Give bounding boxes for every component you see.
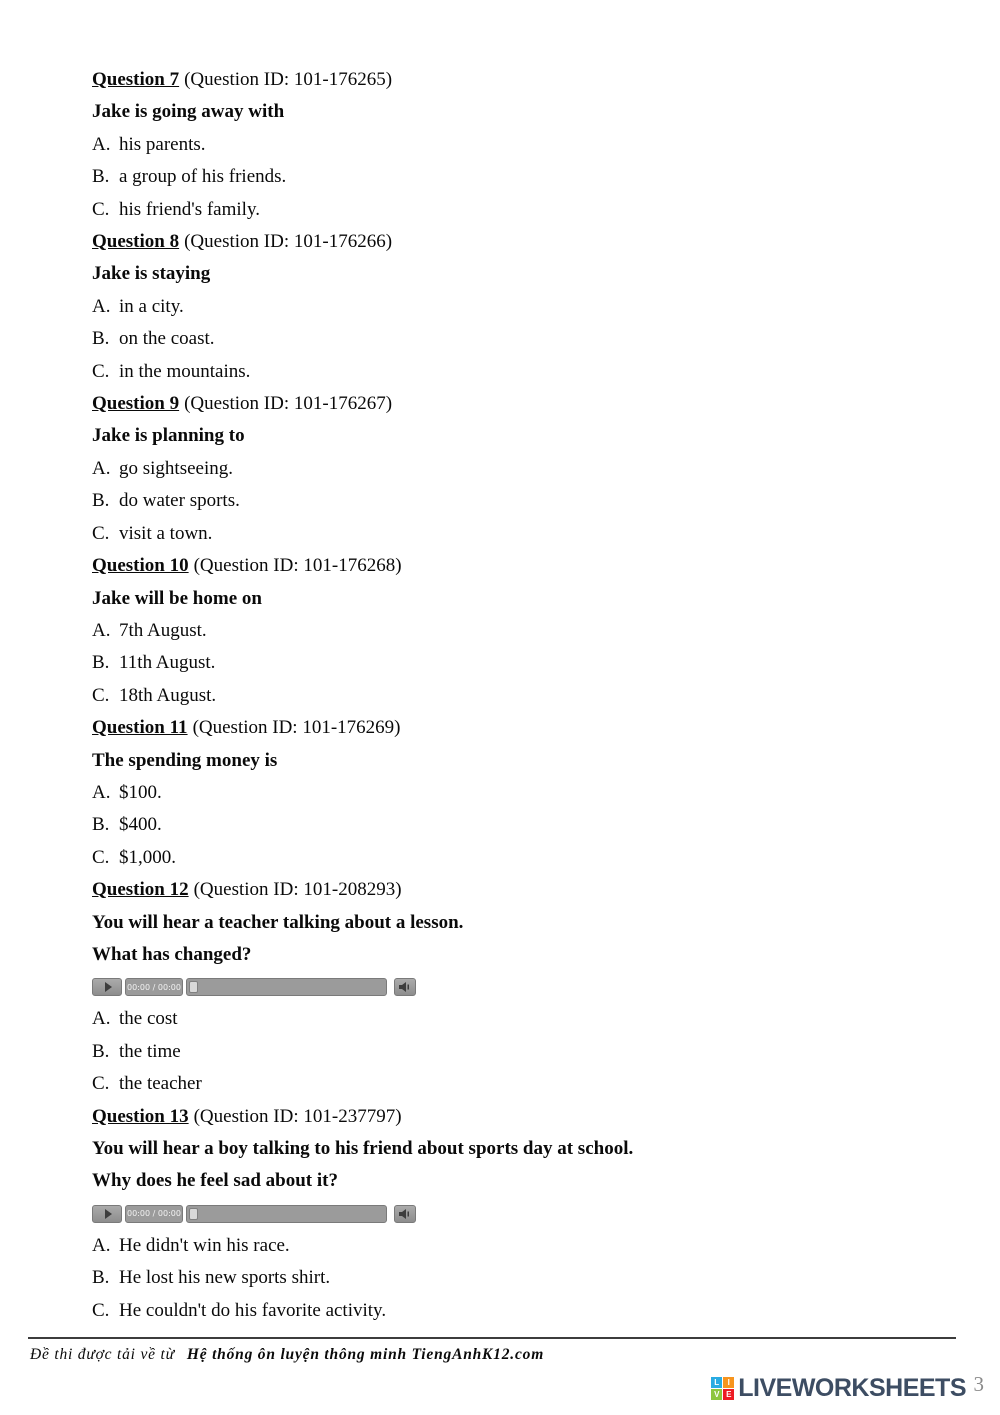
question-id: (Question ID: 101-176268) bbox=[193, 555, 402, 577]
liveworksheets-logo-icon bbox=[711, 1377, 734, 1400]
question-title: Question 8 bbox=[92, 231, 180, 253]
logo-tile: I bbox=[723, 1377, 734, 1388]
option-letter: A. bbox=[92, 619, 111, 641]
option-letter: A. bbox=[92, 457, 111, 479]
question-header bbox=[92, 388, 942, 420]
option-row[interactable] bbox=[92, 291, 942, 323]
question-block bbox=[92, 712, 942, 874]
play-icon bbox=[105, 1209, 112, 1219]
option-row[interactable] bbox=[92, 777, 942, 809]
option-row[interactable] bbox=[92, 518, 942, 550]
question-stem: Jake is staying bbox=[92, 263, 211, 285]
option-text: do water sports. bbox=[119, 490, 240, 512]
option-letter: C. bbox=[92, 846, 110, 868]
option-letter: A. bbox=[92, 781, 111, 803]
option-text: the time bbox=[119, 1040, 181, 1062]
option-row[interactable] bbox=[92, 1295, 942, 1327]
question-header bbox=[92, 874, 942, 906]
logo-tile: E bbox=[723, 1389, 734, 1400]
option-text: on the coast. bbox=[119, 328, 215, 350]
question-block bbox=[92, 64, 942, 226]
question-stem: What has changed? bbox=[92, 943, 252, 965]
question-stems bbox=[92, 258, 942, 290]
play-button[interactable] bbox=[92, 1205, 122, 1223]
option-letter: C. bbox=[92, 360, 110, 382]
option-text: $1,000. bbox=[119, 846, 176, 868]
option-letter: A. bbox=[92, 1234, 111, 1256]
option-row[interactable] bbox=[92, 842, 942, 874]
question-header bbox=[92, 64, 942, 96]
option-letter: A. bbox=[92, 133, 111, 155]
question-title: Question 13 bbox=[92, 1105, 189, 1127]
option-text: in the mountains. bbox=[119, 360, 251, 382]
question-id: (Question ID: 101-176269) bbox=[192, 717, 401, 739]
option-text: his friend's family. bbox=[119, 198, 260, 220]
option-row[interactable] bbox=[92, 129, 942, 161]
question-title: Question 7 bbox=[92, 69, 180, 90]
option-text: 18th August. bbox=[119, 684, 217, 706]
audio-time-display: 00:00 / 00:00 bbox=[125, 1205, 183, 1223]
footer-source-brand: Hệ thống ôn luyện thông minh TiengAnhK12.com bbox=[186, 1346, 545, 1363]
question-block bbox=[92, 226, 942, 388]
play-icon bbox=[105, 982, 112, 992]
option-text: go sightseeing. bbox=[119, 457, 233, 479]
option-row[interactable] bbox=[92, 615, 942, 647]
option-row[interactable] bbox=[92, 161, 942, 193]
question-id: (Question ID: 101-176266) bbox=[184, 231, 393, 253]
option-row[interactable] bbox=[92, 1003, 942, 1035]
option-letter: C. bbox=[92, 1073, 110, 1095]
question-stems bbox=[92, 96, 942, 128]
question-header bbox=[92, 712, 942, 744]
option-row[interactable] bbox=[92, 1036, 942, 1068]
liveworksheets-logo-text: LIVEWORKSHEETS bbox=[738, 1374, 966, 1402]
option-text: in a city. bbox=[119, 295, 184, 317]
audio-progress-track[interactable] bbox=[186, 1205, 387, 1223]
question-stem: You will hear a boy talking to his friend about sports day at school. bbox=[92, 1138, 634, 1159]
volume-button[interactable] bbox=[394, 1205, 416, 1223]
option-letter: A. bbox=[92, 1008, 111, 1030]
question-stems bbox=[92, 1133, 942, 1198]
question-title: Question 11 bbox=[92, 717, 188, 739]
option-text: visit a town. bbox=[119, 522, 213, 544]
logo-tile: L bbox=[711, 1377, 722, 1388]
option-row[interactable] bbox=[92, 356, 942, 388]
option-row[interactable] bbox=[92, 485, 942, 517]
play-button[interactable] bbox=[92, 978, 122, 996]
option-row[interactable] bbox=[92, 1230, 942, 1262]
question-options bbox=[92, 1003, 942, 1100]
question-stem: Why does he feel sad about it? bbox=[92, 1170, 338, 1192]
question-block bbox=[92, 1101, 942, 1327]
page-number: 3 bbox=[973, 1372, 984, 1396]
question-options bbox=[92, 1230, 942, 1327]
question-stem: Jake will be home on bbox=[92, 587, 262, 609]
question-audio-slot bbox=[92, 978, 942, 996]
option-letter: B. bbox=[92, 1267, 110, 1289]
speaker-icon bbox=[399, 982, 411, 992]
option-letter: C. bbox=[92, 1299, 110, 1321]
question-audio-slot bbox=[92, 1205, 942, 1223]
option-row[interactable] bbox=[92, 809, 942, 841]
option-row[interactable] bbox=[92, 1068, 942, 1100]
questions-list bbox=[92, 64, 942, 1327]
audio-progress-handle[interactable] bbox=[189, 981, 198, 993]
question-options bbox=[92, 615, 942, 712]
option-row[interactable] bbox=[92, 323, 942, 355]
question-stem: You will hear a teacher talking about a lesson. bbox=[92, 911, 464, 933]
audio-time-display: 00:00 / 00:00 bbox=[125, 978, 183, 996]
footer-source-prefix: Đề thi được tải về từ bbox=[30, 1346, 175, 1363]
question-block bbox=[92, 550, 942, 712]
speaker-icon bbox=[399, 1209, 411, 1219]
option-letter: B. bbox=[92, 814, 110, 836]
question-stems bbox=[92, 583, 942, 615]
question-title: Question 12 bbox=[92, 879, 189, 901]
option-row[interactable] bbox=[92, 1262, 942, 1294]
option-letter: B. bbox=[92, 328, 110, 350]
option-text: a group of his friends. bbox=[119, 166, 287, 188]
option-text: the cost bbox=[119, 1008, 178, 1030]
audio-player[interactable] bbox=[92, 978, 416, 996]
question-header bbox=[92, 1101, 942, 1133]
footer-divider bbox=[28, 1337, 956, 1339]
option-text: He didn't win his race. bbox=[119, 1234, 290, 1256]
question-options bbox=[92, 291, 942, 388]
question-header bbox=[92, 226, 942, 258]
question-stem: Jake is planning to bbox=[92, 425, 245, 447]
question-stems bbox=[92, 907, 942, 972]
option-text: the teacher bbox=[119, 1073, 202, 1095]
question-id: (Question ID: 101-176267) bbox=[184, 393, 393, 415]
option-letter: B. bbox=[92, 652, 110, 674]
logo-tile: V bbox=[711, 1389, 722, 1400]
option-letter: B. bbox=[92, 490, 110, 512]
option-text: 7th August. bbox=[119, 619, 207, 641]
question-options bbox=[92, 453, 942, 550]
option-row[interactable] bbox=[92, 680, 942, 712]
option-letter: C. bbox=[92, 198, 110, 220]
audio-progress-track[interactable] bbox=[186, 978, 387, 996]
audio-player[interactable] bbox=[92, 1205, 416, 1223]
question-stem: Jake is going away with bbox=[92, 101, 285, 123]
option-text: He couldn't do his favorite activity. bbox=[119, 1299, 387, 1321]
volume-button[interactable] bbox=[394, 978, 416, 996]
question-title: Question 10 bbox=[92, 555, 189, 577]
option-row[interactable] bbox=[92, 453, 942, 485]
liveworksheets-logo bbox=[711, 1374, 966, 1403]
footer-source bbox=[30, 1346, 544, 1364]
option-letter: B. bbox=[92, 166, 110, 188]
question-id: (Question ID: 101-237797) bbox=[193, 1105, 402, 1127]
option-row[interactable] bbox=[92, 647, 942, 679]
option-letter: C. bbox=[92, 522, 110, 544]
question-options bbox=[92, 129, 942, 226]
option-text: $100. bbox=[119, 781, 162, 803]
question-id: (Question ID: 101-208293) bbox=[193, 879, 402, 901]
question-block bbox=[92, 388, 942, 550]
question-block bbox=[92, 874, 942, 1100]
question-title: Question 9 bbox=[92, 393, 180, 415]
question-stems bbox=[92, 745, 942, 777]
option-text: his parents. bbox=[119, 133, 206, 155]
option-letter: B. bbox=[92, 1040, 110, 1062]
option-letter: A. bbox=[92, 295, 111, 317]
option-row[interactable] bbox=[92, 194, 942, 226]
option-letter: C. bbox=[92, 684, 110, 706]
question-stem: The spending money is bbox=[92, 749, 278, 771]
option-text: $400. bbox=[119, 814, 162, 836]
question-options bbox=[92, 777, 942, 874]
option-text: 11th August. bbox=[119, 652, 216, 674]
question-header bbox=[92, 550, 942, 582]
audio-progress-handle[interactable] bbox=[189, 1208, 198, 1220]
question-stems bbox=[92, 420, 942, 452]
option-text: He lost his new sports shirt. bbox=[119, 1267, 331, 1289]
question-id: (Question ID: 101-176265) bbox=[184, 69, 393, 90]
